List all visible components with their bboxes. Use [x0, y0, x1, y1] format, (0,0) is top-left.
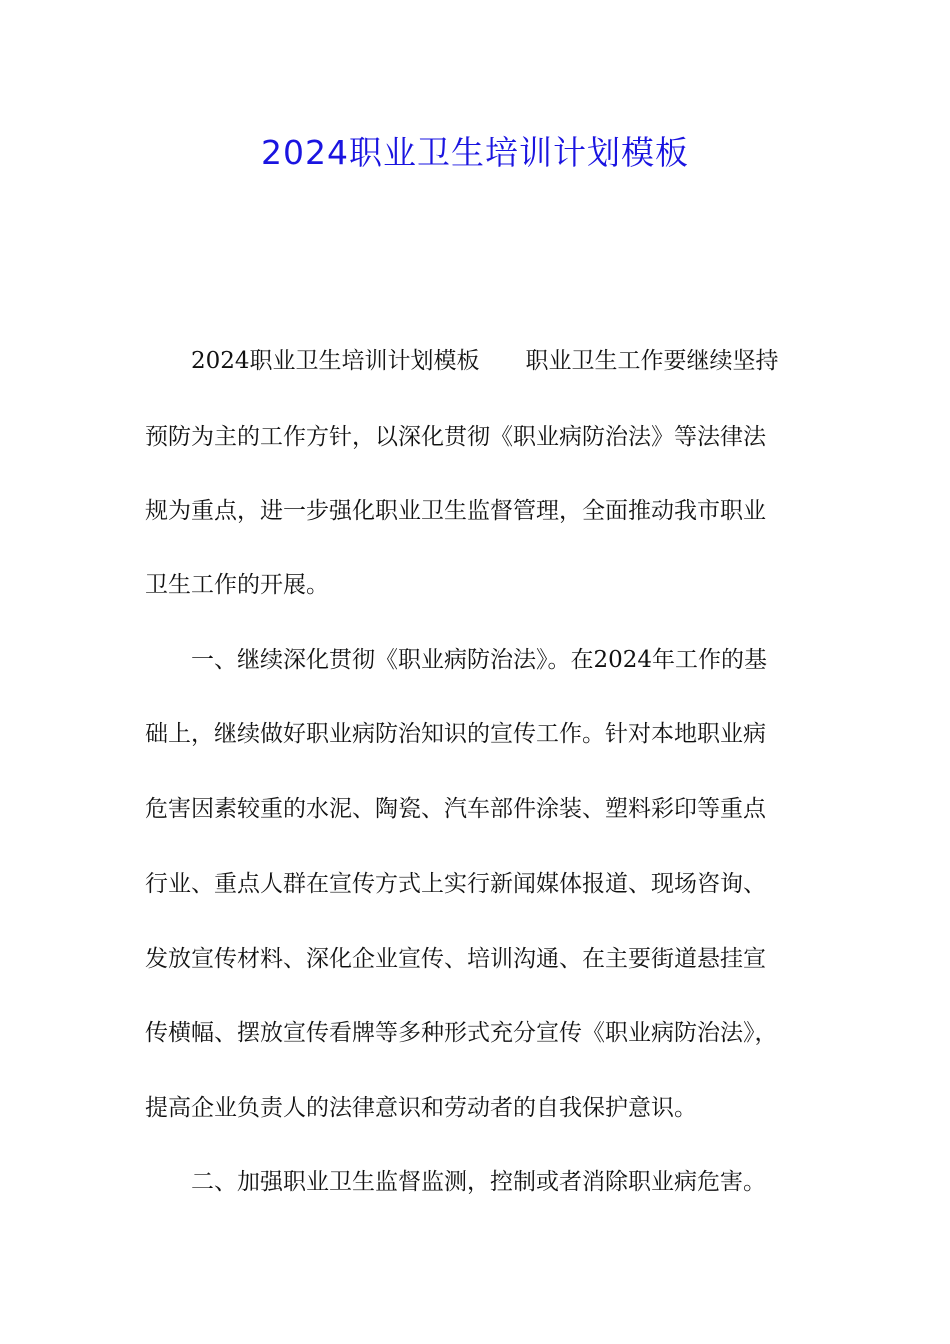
paragraph-line: 二、加强职业卫生监督监测，控制或者消除职业病危害。 [191, 1169, 766, 1195]
paragraph-line: 础上，继续做好职业病防治知识的宣传工作。针对本地职业病 [145, 721, 766, 747]
document-title: 2024职业卫生培训计划模板 [261, 133, 689, 172]
paragraph-line: 行业、重点人群在宣传方式上实行新闻媒体报道、现场咨询、 [145, 871, 766, 897]
paragraph-line: 危害因素较重的水泥、陶瓷、汽车部件涂装、塑料彩印等重点 [145, 796, 766, 822]
paragraph-line: 传横幅、摆放宣传看牌等多种形式充分宣传《职业病防治法》， [145, 1020, 778, 1046]
paragraph-line: 预防为主的工作方针，以深化贯彻《职业病防治法》等法律法 [145, 424, 766, 450]
paragraph-line: 提高企业负责人的法律意识和劳动者的自我保护意识。 [145, 1095, 697, 1121]
paragraph-line: 规为重点，进一步强化职业卫生监督管理，全面推动我市职业 [145, 498, 766, 524]
paragraph-line: 2024职业卫生培训计划模板 职业卫生工作要继续坚持 [191, 348, 779, 374]
paragraph-line: 发放宣传材料、深化企业宣传、培训沟通、在主要街道悬挂宣 [145, 946, 766, 972]
paragraph-line: 卫生工作的开展。 [145, 572, 329, 598]
paragraph-line: 一、继续深化贯彻《职业病防治法》。在2024年工作的基 [191, 647, 768, 673]
